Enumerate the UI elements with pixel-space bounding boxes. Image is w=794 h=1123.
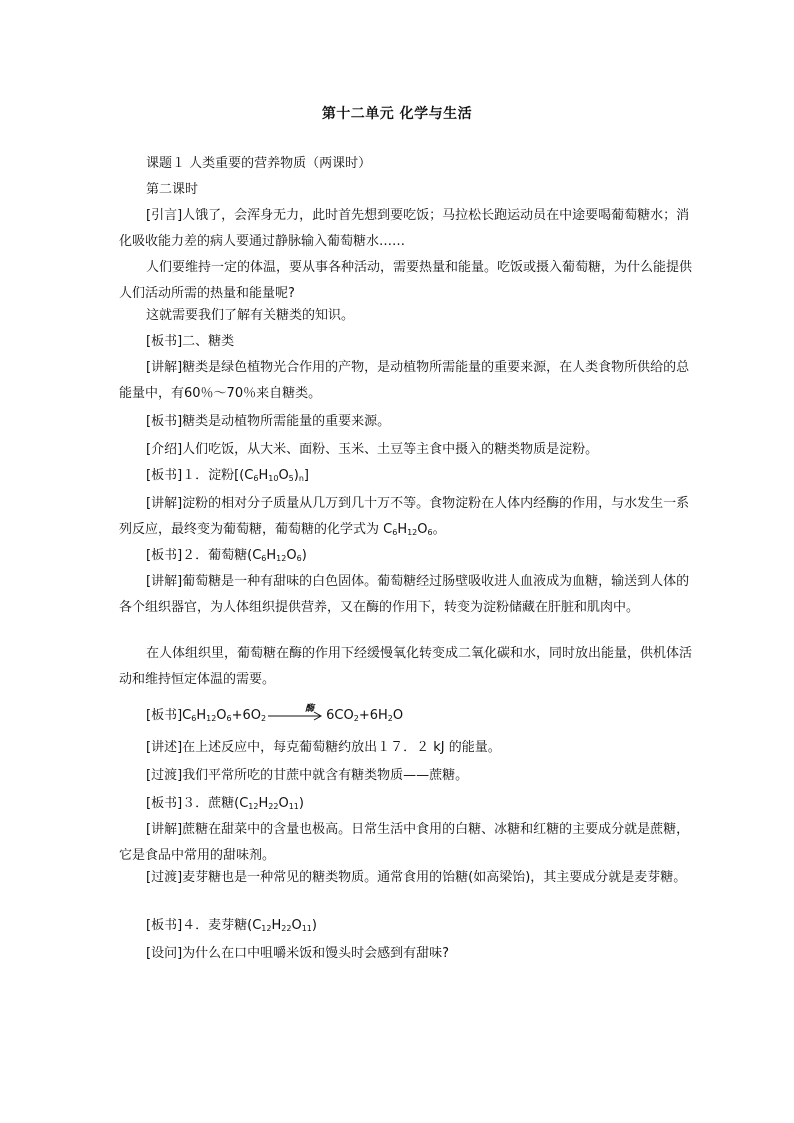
question-sweetness: [设问]为什么在口中咀嚼米饭和馒头时会感到有甜味? [146,946,450,961]
board-equation: [板书]$C_6H_{12}O_6+6O_2$ 酶 $6CO_2+6H_2O$ [119,703,694,729]
explain-starch: [讲解]淀粉的相对分子质量从几万到几十万不等。食物淀粉在人体内经酶的作用，与水发生一系列反应，最终变为葡萄糖，葡萄糖的化学式为 $C_6H_{12}O_6$。 [119,496,690,537]
explain-glucose: [讲解]葡萄糖是一种有甜味的白色固体。葡萄糖经过肠壁吸收进人血液成为血糖，输送到人体的各个组织器官，为人体组织提供营养，又在酶的作用下，转变为淀粉储藏在肝脏和肌肉中。 [119,574,690,615]
transition-paragraph: 这就需要我们了解有关糖类的知识。 [146,308,355,323]
board-sucrose: [板书]３．蔗糖$(C_{12}H_{22}O_{11})$ [146,796,304,811]
lesson-heading: 课题１ 人类重要的营养物质（两课时） [146,156,372,171]
transition-sucrose: [过渡]我们平常所吃的甘蔗中就含有糖类物质——蔗糖。 [146,768,469,783]
board-energy-source: [板书]糖类是动植物所需能量的重要来源。 [146,414,391,429]
explain-sugars: [讲解]糖类是绿色植物光合作用的产物，是动植物所需能量的重要来源，在人类食物所供给的总能量中，有60％～70％来自糖类。 [119,360,690,401]
intro-starch: [介绍]人们吃饭，从大米、面粉、玉米、土豆等主食中摄入的糖类物质是淀粉。 [146,442,599,457]
lesson-period: 第二课时 [146,182,199,197]
arrow-icon [268,710,324,722]
intro-paragraph: [引言]人饿了，会浑身无力，此时首先想到要吃饭；马拉松长跑运动员在中途要喝葡萄糖水；消化吸收能力差的病人要通过静脉输入葡萄糖水…… [119,208,690,249]
glucose-oxidation: 在人体组织里，葡萄糖在酶的作用下经缓慢氧化转变成二氧化碳和水，同时放出能量，供机体活动和维持恒定体温的需要。 [119,646,693,687]
energy-release: [讲述]在上述反应中，每克葡萄糖约放出１７．２ kJ 的能量。 [146,740,501,755]
board-sugars: [板书]二、糖类 [146,334,235,349]
reaction-arrow [268,703,324,722]
board-glucose: [板书]２．葡萄糖$(C_6H_{12}O_6)$ [146,548,307,563]
board-starch: [板书]１．淀粉$[(C_6H_{10}O_5)_n]$ [146,468,309,483]
explain-sucrose: [讲解]蔗糖在甜菜中的含量也极高。日常生活中食用的白糖、冰糖和红糖的主要成分就是蔗糖，它是食品中常用的甜味剂。 [119,822,690,863]
transition-maltose: [过渡]麦芽糖也是一种常见的糖类物质。通常食用的饴糖(如高梁饴)，其主要成分就是麦芽糖。 [146,870,687,885]
enzyme-condition: 酶 [305,703,315,714]
energy-paragraph: 人们要维持一定的体温，要从事各种活动，需要热量和能量。吃饭或摄入葡萄糖，为什么能提供人们活动所需的热量和能量呢? [119,260,693,301]
board-maltose: [板书]４．麦芽糖$(C_{12}H_{22}O_{11})$ [146,918,317,933]
unit-title: 第十二单元 化学与生活 [321,106,473,122]
